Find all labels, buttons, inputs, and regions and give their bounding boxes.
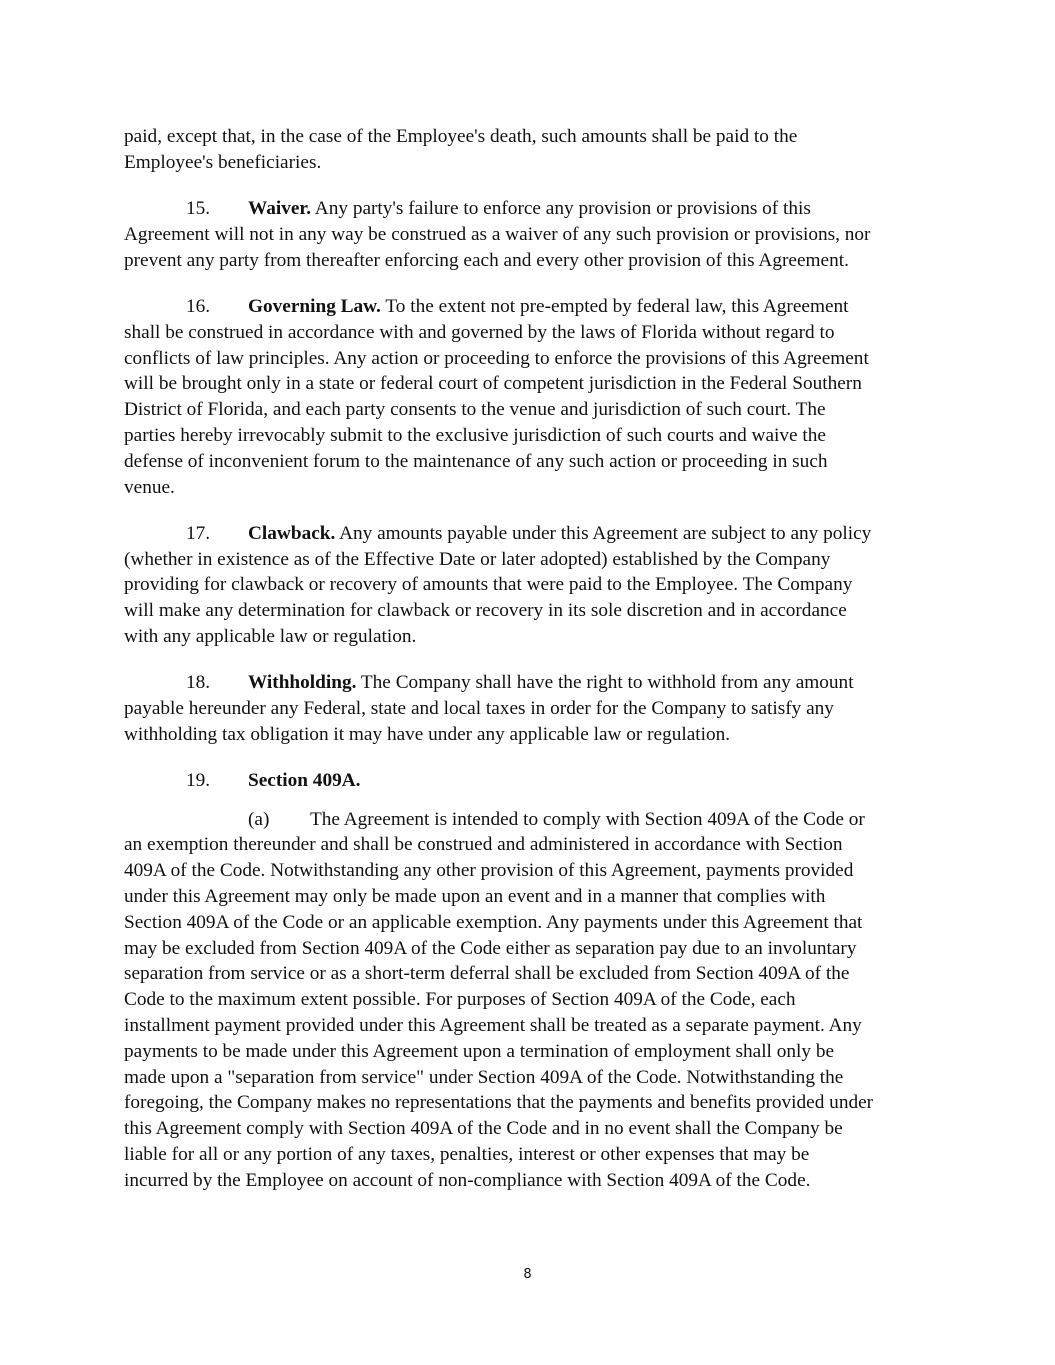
text-line: venue. — [124, 476, 175, 498]
text-line: with any applicable law or regulation. — [124, 626, 417, 648]
text-line: parties hereby irrevocably submit to the exclusive jurisdiction of such courts and waive the — [124, 424, 826, 446]
text-line: incurred by the Employee on account of non-compliance with Section 409A of the Code. — [124, 1169, 811, 1191]
text-line: defense of inconvenient forum to the maintenance of any such action or proceeding in such — [124, 450, 828, 472]
text-line: will make any determination for clawback or recovery in its sole discretion and in accordance — [124, 600, 847, 622]
section-number: 19. — [186, 770, 211, 792]
section-number: 17. — [186, 522, 211, 544]
section-clawback — [124, 521, 934, 650]
section-heading: Waiver. — [248, 198, 312, 220]
section-heading: Withholding. — [248, 672, 357, 694]
text-line: installment payment provided under this Agreement shall be treated as a separate payment. Any — [124, 1014, 862, 1036]
text-line: Code to the maximum extent possible. For purposes of Section 409A of the Code, each — [124, 989, 796, 1011]
text-line: (whether in existence as of the Effective Date or later adopted) established by the Company — [124, 548, 831, 570]
text-line: liable for all or any portion of any taxes, penalties, interest or other expenses that may be — [124, 1143, 810, 1165]
text-line: Section 409A of the Code or an applicable exemption. Any payments under this Agreement that — [124, 911, 863, 933]
text-line: Any party's failure to enforce any provision or provisions of this — [311, 198, 811, 220]
text-line: To the extent not pre-empted by federal law, this Agreement — [380, 295, 849, 317]
subsection-label: (a) — [248, 808, 270, 830]
section-waiver — [124, 196, 934, 273]
subsection-a — [124, 807, 934, 1194]
text-line: Agreement will not in any way be construed as a waiver of any such provision or provisions, nor — [124, 223, 871, 245]
section-heading: Governing Law. — [248, 295, 381, 317]
section-409a — [124, 768, 934, 794]
text-line: may be excluded from Section 409A of the Code either as separation pay due to an involuntary — [124, 937, 857, 959]
text-line: withholding tax obligation it may have under any applicable law or regulation. — [124, 723, 731, 745]
section-number: 18. — [186, 672, 211, 694]
text-line: an exemption thereunder and shall be construed and administered in accordance with Section — [124, 834, 843, 856]
text-line: payments to be made under this Agreement upon a termination of employment shall only be — [124, 1040, 835, 1062]
text-line: 409A of the Code. Notwithstanding any other provision of this Agreement, payments provided — [124, 860, 854, 882]
intro-paragraph — [124, 124, 934, 176]
text-line: made upon a "separation from service" under Section 409A of the Code. Notwithstanding the — [124, 1066, 844, 1088]
text-line: this Agreement comply with Section 409A of the Code and in no event shall the Company be — [124, 1118, 843, 1140]
text-line: Employee's beneficiaries. — [124, 151, 322, 173]
document-page — [124, 124, 934, 1193]
text-line: Any amounts payable under this Agreement are subject to any policy — [335, 522, 872, 544]
text-line: District of Florida, and each party consents to the venue and jurisdiction of such court. The — [124, 399, 826, 421]
section-heading: Section 409A. — [248, 770, 361, 792]
text-line: payable hereunder any Federal, state and local taxes in order for the Company to satisfy any — [124, 698, 834, 720]
text-line: The Company shall have the right to withhold from any amount — [356, 672, 854, 694]
text-line: The Agreement is intended to comply with Section 409A of the Code or — [310, 808, 865, 830]
text-line: under this Agreement may only be made upon an event and in a manner that complies with — [124, 885, 826, 907]
text-line: providing for clawback or recovery of amounts that were paid to the Employee. The Company — [124, 574, 853, 596]
section-number: 15. — [186, 198, 211, 220]
text-line: conflicts of law principles. Any action or proceeding to enforce the provisions of this Agreement — [124, 347, 869, 369]
text-line: separation from service or as a short-term deferral shall be excluded from Section 409A of the — [124, 963, 850, 985]
section-withholding — [124, 670, 934, 747]
section-governing-law — [124, 294, 934, 500]
text-line: will be brought only in a state or federal court of competent jurisdiction in the Federal Southern — [124, 373, 862, 395]
text-line: shall be construed in accordance with and governed by the laws of Florida without regard to — [124, 321, 835, 343]
text-line: prevent any party from thereafter enforcing each and every other provision of this Agreement. — [124, 249, 849, 271]
section-number: 16. — [186, 295, 211, 317]
text-line: foregoing, the Company makes no representations that the payments and benefits provided under — [124, 1092, 874, 1114]
section-heading: Clawback. — [248, 522, 336, 544]
page-number: 8 — [523, 1267, 532, 1282]
text-line: paid, except that, in the case of the Employee's death, such amounts shall be paid to the — [124, 126, 798, 147]
